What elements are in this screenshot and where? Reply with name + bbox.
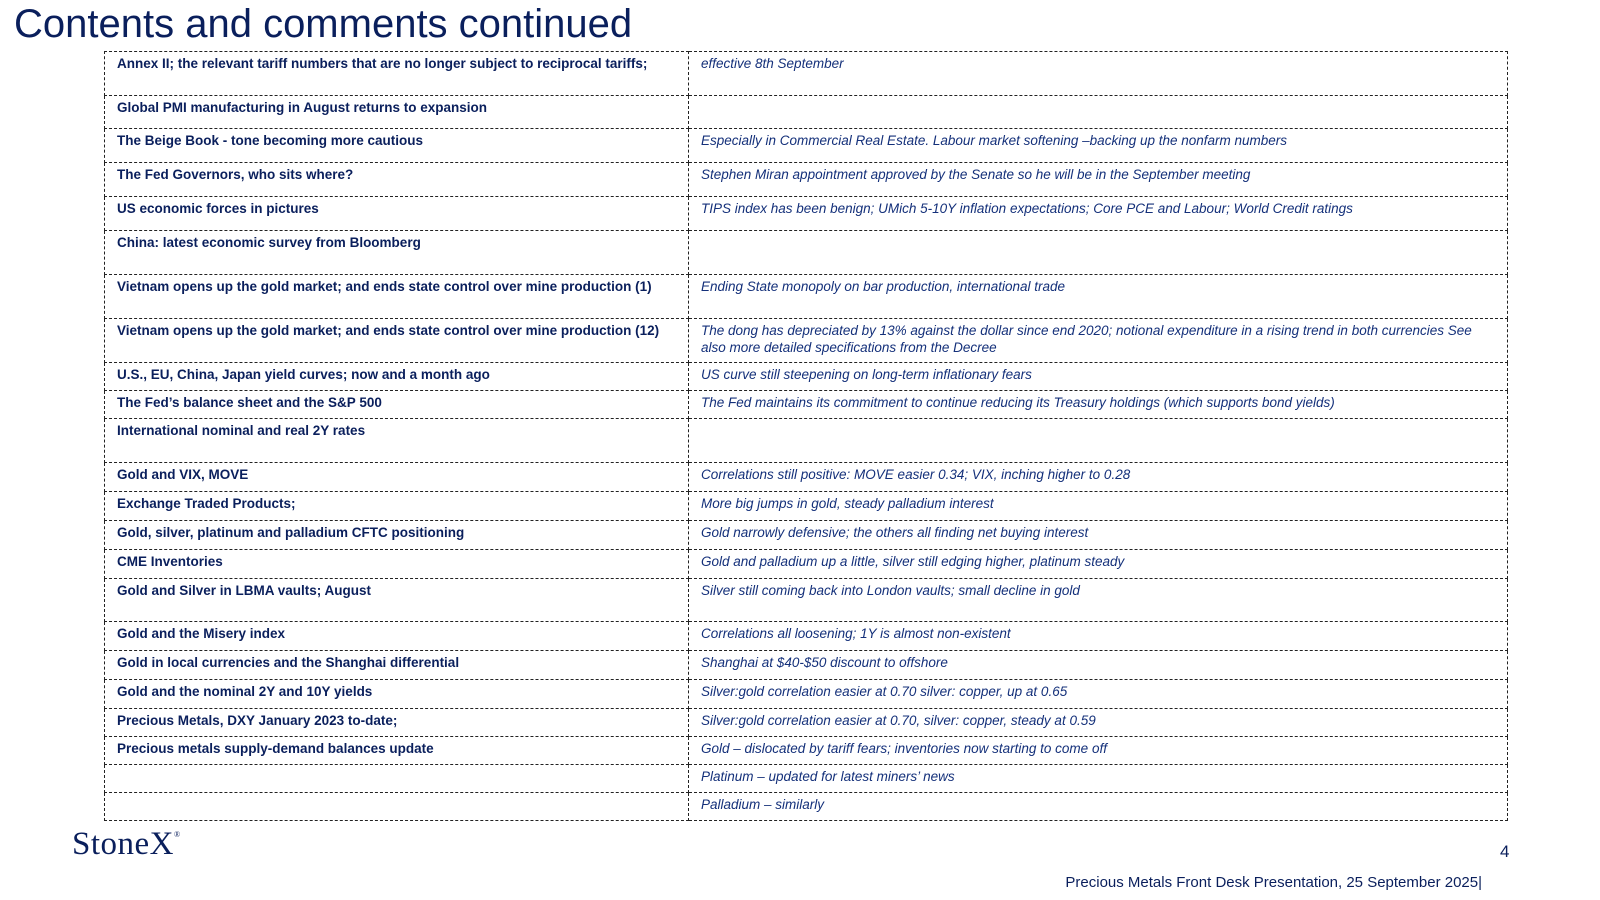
topic-cell: The Fed’s balance sheet and the S&P 500	[105, 391, 689, 419]
topic-cell: China: latest economic survey from Bloomberg	[105, 231, 689, 275]
comment-cell: Gold narrowly defensive; the others all finding net buying interest	[689, 521, 1508, 550]
comment-cell: Correlations still positive: MOVE easier 0.34; VIX, inching higher to 0.28	[689, 463, 1508, 492]
table-row	[105, 550, 1508, 579]
table-row	[105, 363, 1508, 391]
table-row	[105, 319, 1508, 363]
table-row	[105, 492, 1508, 521]
footer-text: Precious Metals Front Desk Presentation, 25 September 2025|	[1065, 874, 1482, 891]
topic-cell	[105, 765, 689, 793]
table-row	[105, 579, 1508, 622]
topic-cell: Gold in local currencies and the Shanghai differential	[105, 651, 689, 680]
comment-cell: Gold – dislocated by tariff fears; inventories now starting to come off	[689, 737, 1508, 765]
stonex-logo	[72, 826, 181, 863]
comment-cell: Platinum – updated for latest miners’ news	[689, 765, 1508, 793]
table-row	[105, 129, 1508, 163]
topic-cell: US economic forces in pictures	[105, 197, 689, 231]
comment-cell: Stephen Miran appointment approved by the Senate so he will be in the September meeting	[689, 163, 1508, 197]
table-row	[105, 737, 1508, 765]
page-title: Contents and comments continued	[14, 2, 633, 46]
comment-cell: Gold and palladium up a little, silver still edging higher, platinum steady	[689, 550, 1508, 579]
topic-cell	[105, 793, 689, 821]
logo-text: StoneX	[72, 826, 174, 862]
page-number: 4	[1500, 842, 1510, 861]
table-row	[105, 391, 1508, 419]
topic-cell: Precious Metals, DXY January 2023 to-date;	[105, 709, 689, 737]
comment-cell: US curve still steepening on long-term inflationary fears	[689, 363, 1508, 391]
topic-cell: Gold and Silver in LBMA vaults; August	[105, 579, 689, 622]
comment-cell: Ending State monopoly on bar production, international trade	[689, 275, 1508, 319]
table-row	[105, 651, 1508, 680]
topic-cell: Exchange Traded Products;	[105, 492, 689, 521]
table-row	[105, 709, 1508, 737]
comment-cell: More big jumps in gold, steady palladium interest	[689, 492, 1508, 521]
table-row	[105, 680, 1508, 709]
comment-cell: effective 8th September	[689, 52, 1508, 96]
comment-cell: Correlations all loosening; 1Y is almost non-existent	[689, 622, 1508, 651]
topic-cell: Gold and the Misery index	[105, 622, 689, 651]
topic-cell: Gold, silver, platinum and palladium CFTC positioning	[105, 521, 689, 550]
comment-cell	[689, 96, 1508, 129]
comment-cell: Especially in Commercial Real Estate. Labour market softening –backing up the nonfarm numbers	[689, 129, 1508, 163]
topic-cell: CME Inventories	[105, 550, 689, 579]
table-row	[105, 231, 1508, 275]
topic-cell: Vietnam opens up the gold market; and ends state control over mine production (12)	[105, 319, 689, 363]
table-row	[105, 96, 1508, 129]
topic-cell: Vietnam opens up the gold market; and ends state control over mine production (1)	[105, 275, 689, 319]
table-row	[105, 275, 1508, 319]
comment-cell	[689, 419, 1508, 463]
comment-cell: Silver still coming back into London vaults; small decline in gold	[689, 579, 1508, 622]
comment-cell: The dong has depreciated by 13% against the dollar since end 2020; notional expenditure in a rising trend in both currencies See also more detailed specifications from the Decree	[689, 319, 1508, 363]
topic-cell: Precious metals supply-demand balances update	[105, 737, 689, 765]
table-row	[105, 52, 1508, 96]
comment-cell: TIPS index has been benign; UMich 5-10Y inflation expectations; Core PCE and Labour; World Credit ratings	[689, 197, 1508, 231]
topic-cell: The Fed Governors, who sits where?	[105, 163, 689, 197]
table-row	[105, 793, 1508, 821]
table-row	[105, 765, 1508, 793]
registered-mark: ®	[174, 830, 181, 839]
table-row	[105, 419, 1508, 463]
table-row	[105, 163, 1508, 197]
comment-cell: Shanghai at $40-$50 discount to offshore	[689, 651, 1508, 680]
table-row	[105, 197, 1508, 231]
comment-cell	[689, 231, 1508, 275]
comment-cell: The Fed maintains its commitment to continue reducing its Treasury holdings (which supports bond yields)	[689, 391, 1508, 419]
comment-cell: Silver:gold correlation easier at 0.70 silver: copper, up at 0.65	[689, 680, 1508, 709]
table-row	[105, 521, 1508, 550]
topic-cell: The Beige Book - tone becoming more cautious	[105, 129, 689, 163]
topic-cell: U.S., EU, China, Japan yield curves; now and a month ago	[105, 363, 689, 391]
comment-cell: Silver:gold correlation easier at 0.70, silver: copper, steady at 0.59	[689, 709, 1508, 737]
topic-cell: Gold and the nominal 2Y and 10Y yields	[105, 680, 689, 709]
topic-cell: International nominal and real 2Y rates	[105, 419, 689, 463]
topic-cell: Gold and VIX, MOVE	[105, 463, 689, 492]
comment-cell: Palladium – similarly	[689, 793, 1508, 821]
table-row	[105, 622, 1508, 651]
topic-cell: Global PMI manufacturing in August returns to expansion	[105, 96, 689, 129]
topic-cell: Annex II; the relevant tariff numbers that are no longer subject to reciprocal tariffs;	[105, 52, 689, 96]
table-row	[105, 463, 1508, 492]
contents-table	[104, 51, 1508, 821]
